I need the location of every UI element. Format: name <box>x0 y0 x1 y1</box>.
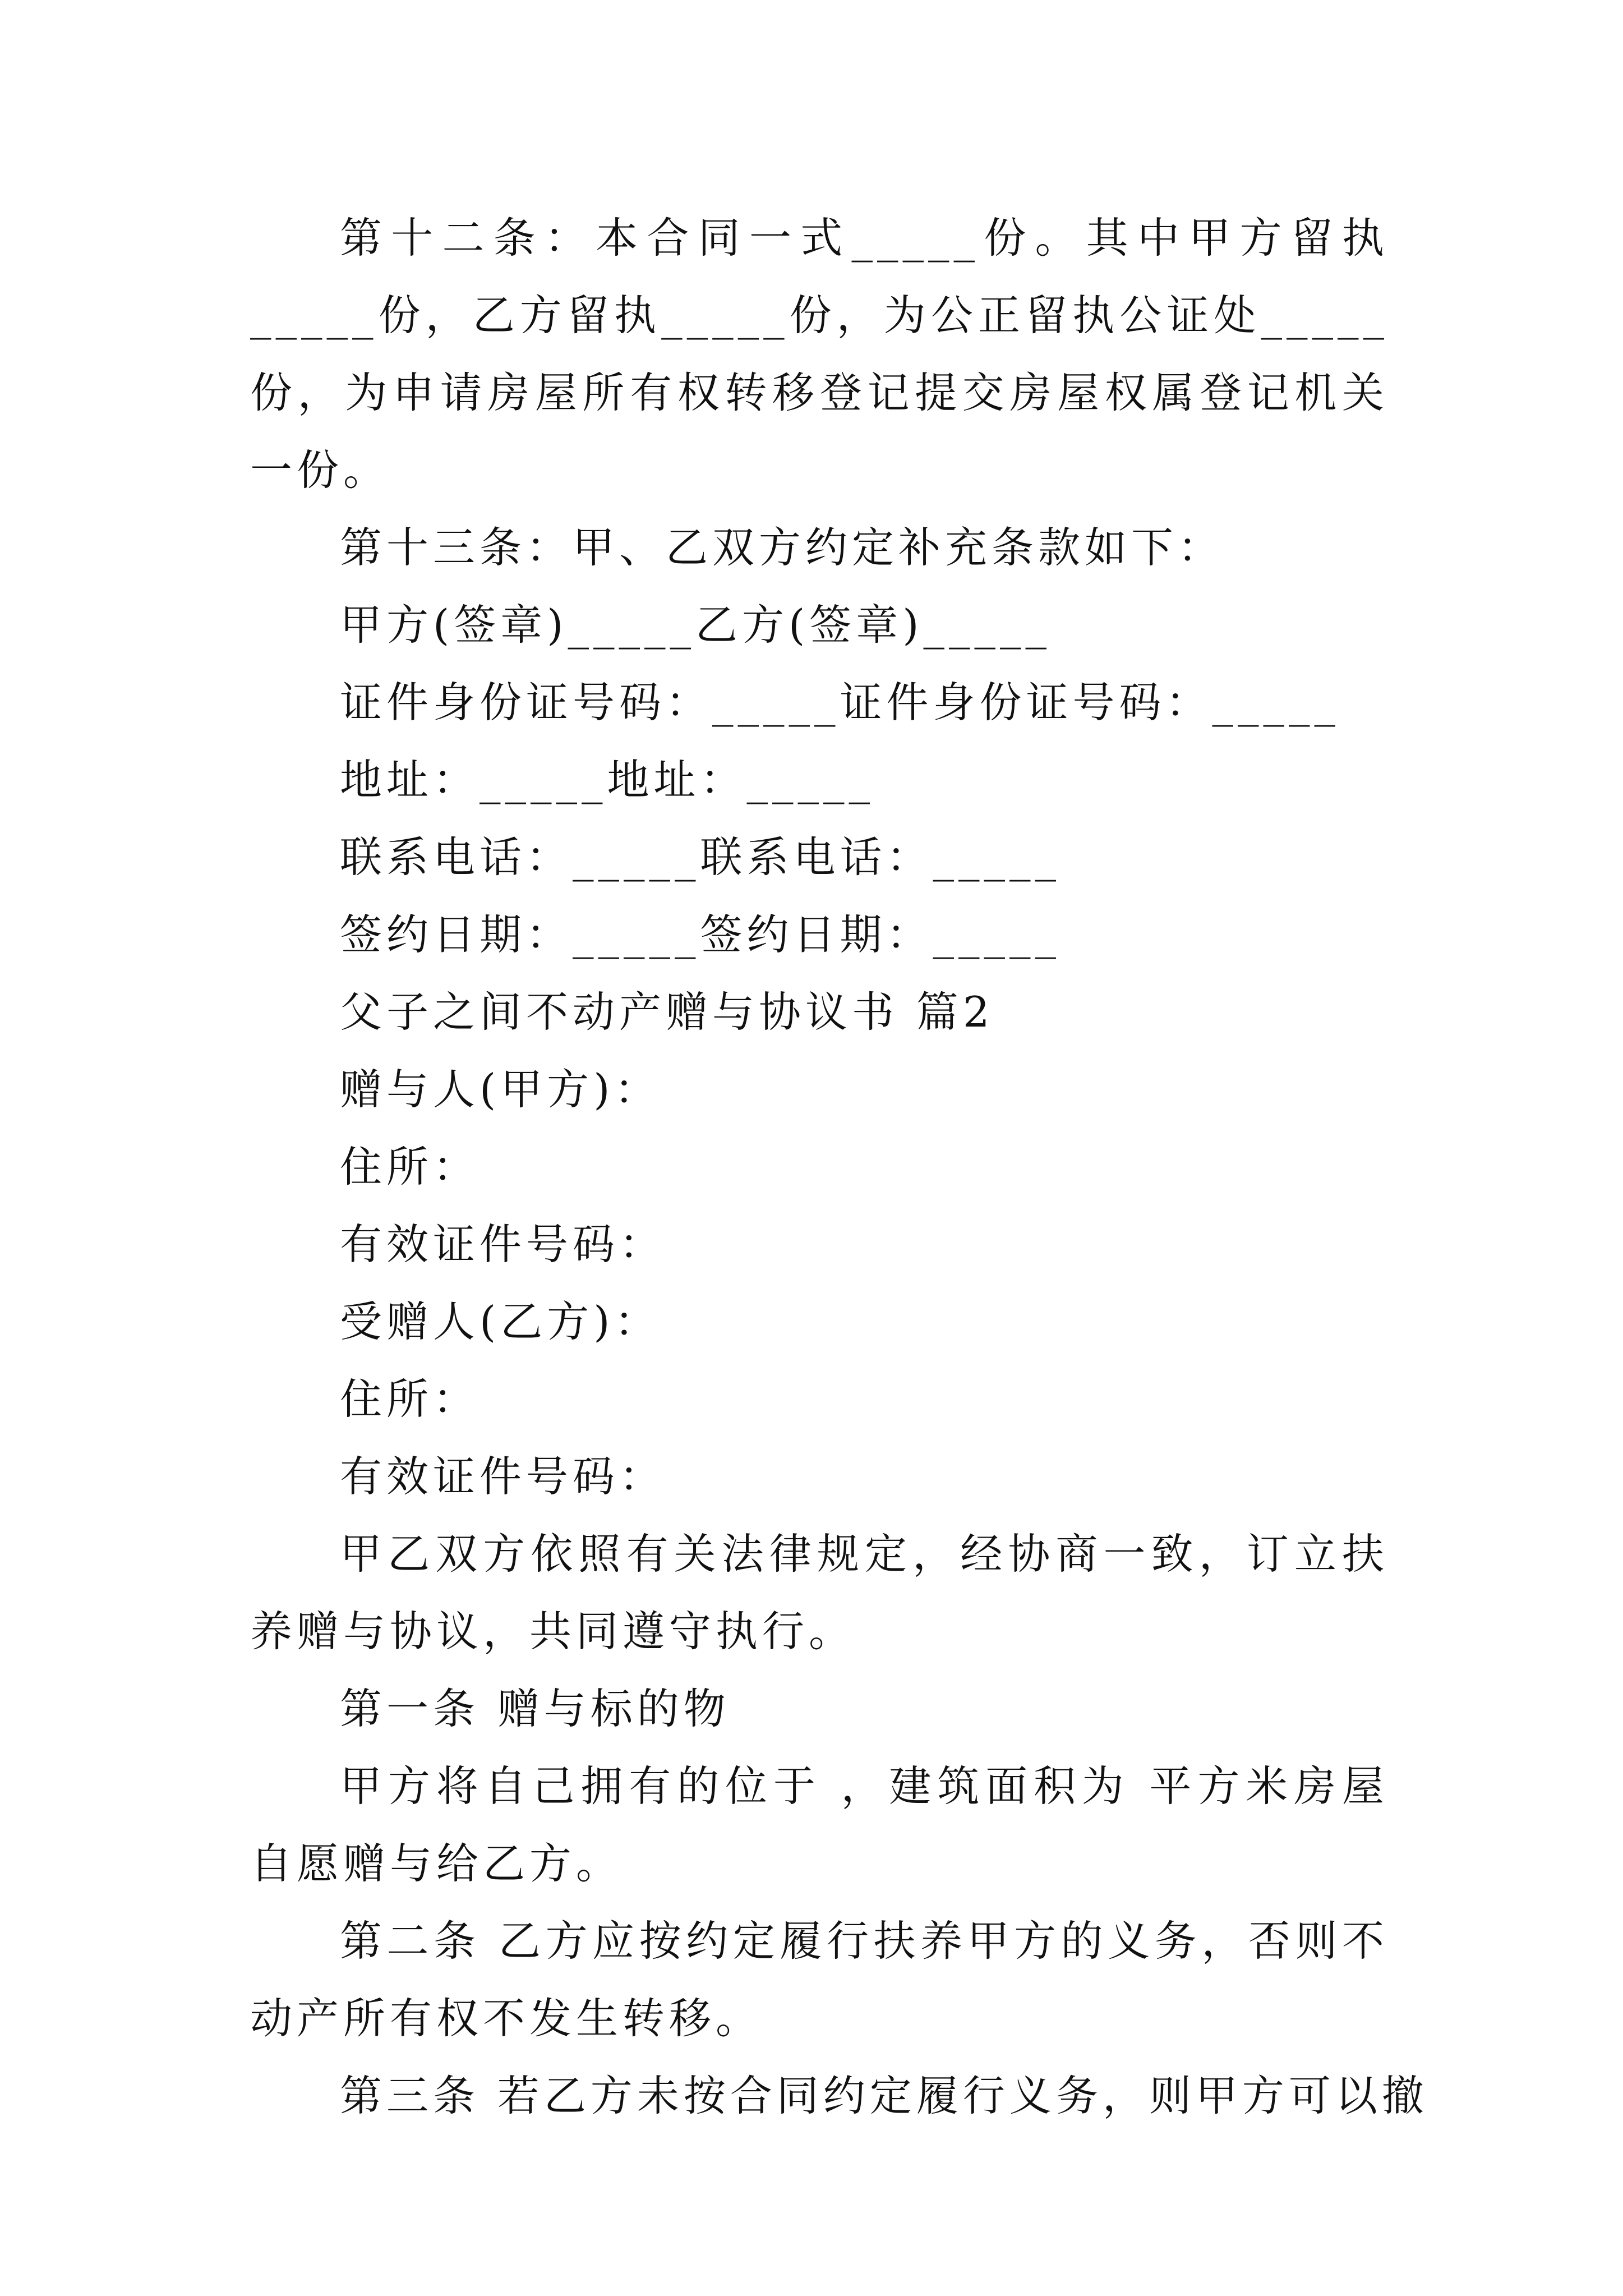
document-body <box>250 199 1428 2134</box>
address-line: 地址：_____地址：_____ <box>340 755 875 804</box>
paragraph-article-3: 第三条 若乙方未按合同约定履行义务，则甲方可以撤 <box>340 2071 1428 2120</box>
donee-label: 受赠人(乙方)： <box>340 1297 661 1346</box>
donee-id-label: 有效证件号码： <box>340 1452 666 1501</box>
paragraph-article-13: 第十三条：甲、乙双方约定补充条款如下： <box>340 523 1225 572</box>
section-heading: 父子之间不动产赠与协议书 篇2 <box>340 987 994 1037</box>
sign-date-line: 签约日期：_____签约日期：_____ <box>340 910 1061 959</box>
donor-residence-label: 住所： <box>340 1142 480 1191</box>
paragraph-article-1-body: 甲方将自己拥有的位于 ，建筑面积为 平方米房屋自愿赠与给乙方。 <box>250 1761 1389 1888</box>
paragraph-article-12: 第十二条：本合同一式_____份。其中甲方留执_____份，乙方留执_____份，为公正留执公证处_____份，为申请房屋所有权转移登记提交房屋权属登记机关一份。 <box>250 213 1389 495</box>
donor-label: 赠与人(甲方)： <box>340 1065 661 1114</box>
donor-id-label: 有效证件号码： <box>340 1220 666 1269</box>
paragraph-article-2: 第二条 乙方应按约定履行扶养甲方的义务，否则不动产所有权不发生转移。 <box>250 1916 1389 2043</box>
phone-line: 联系电话：_____联系电话：_____ <box>340 832 1061 882</box>
paragraph-preamble: 甲乙双方依照有关法律规定，经协商一致，订立扶养赠与协议，共同遵守执行。 <box>250 1529 1389 1656</box>
signature-line: 甲方(签章)_____乙方(签章)_____ <box>340 600 1052 650</box>
id-number-line: 证件身份证号码：_____证件身份证号码：_____ <box>340 678 1340 727</box>
paragraph-article-1-heading: 第一条 赠与标的物 <box>340 1684 730 1733</box>
donee-residence-label: 住所： <box>340 1374 480 1424</box>
